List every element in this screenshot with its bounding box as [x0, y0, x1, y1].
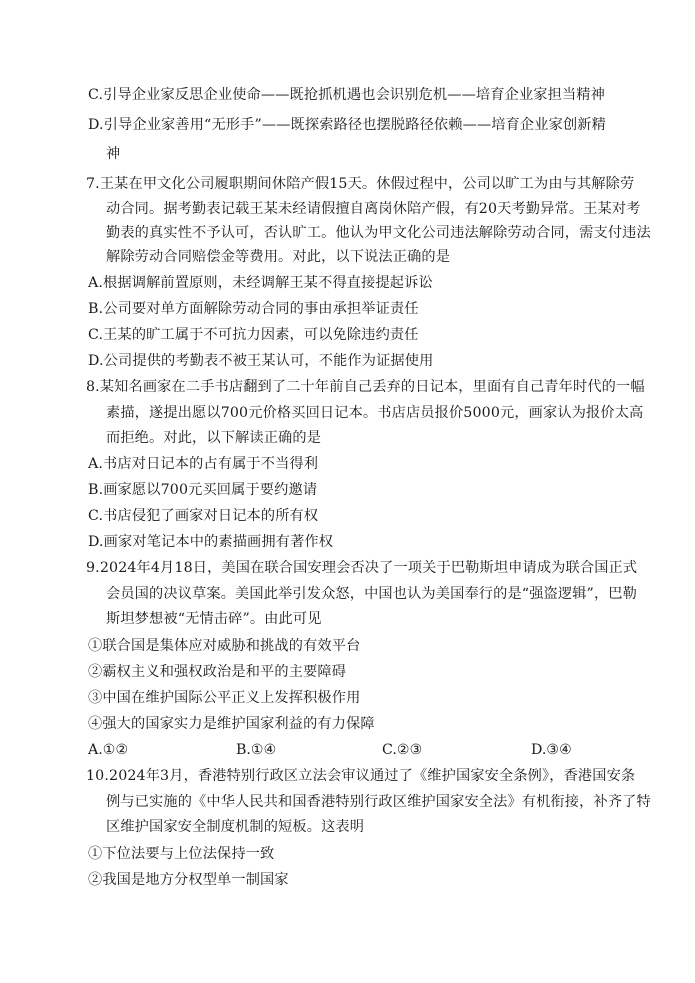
- q8-stem-line: 8.某知名画家在二手书店翻到了二十年前自己丢弃的日记本，里面有自己青年时代的一幅: [86, 379, 645, 395]
- q9-statement-3: ③中国在维护国际公平正义上发挥积极作用: [88, 690, 361, 706]
- q8-option-d: D.画家对笔记本中的素描画拥有著作权: [88, 534, 334, 550]
- q7-stem-line: 7.王某在甲文化公司履职期间休陪产假15天。休假过程中，公司以旷工为由与其解除劳: [86, 176, 635, 192]
- q9-stem-line: 9.2024年4月18日，美国在联合国安理会否决了一项关于巴勒斯坦申请成为联合国正式: [86, 560, 638, 576]
- q8-option-c: C.书店侵犯了画家对日记本的所有权: [88, 508, 319, 524]
- q9-stem-line: 会员国的决议草案。美国此举引发众怒，中国也认为美国奉行的是“强盗逻辑”，巴勒: [106, 586, 637, 602]
- q10-stem-line: 区维护国家安全制度机制的短板。这表明: [106, 819, 365, 835]
- q9-choice-b: B.①④: [236, 742, 277, 758]
- q7-stem-line: 解除劳动合同赔偿金等费用。对此，以下说法正确的是: [106, 249, 451, 265]
- q7-stem-line: 动合同。据考勤表记载王某未经请假擅自离岗休陪产假，有20天考勤异常。王某对考: [106, 201, 641, 217]
- q7-option-b: B.公司要对单方面解除劳动合同的事由承担举证责任: [88, 301, 419, 317]
- q8-option-a: A.书店对日记本的占有属于不当得利: [88, 456, 319, 472]
- q10-statement-1: ①下位法要与上位法保持一致: [88, 846, 275, 862]
- q7-option-c: C.王某的旷工属于不可抗力因素，可以免除违约责任: [88, 327, 419, 343]
- q9-stem-line: 斯坦梦想被“无情击碎”。由此可见: [106, 611, 322, 627]
- q9-choice-a: A.①②: [88, 742, 129, 758]
- q8-stem-line: 素描，遂提出愿以700元价格买回日记本。书店店员报价5000元，画家认为报价太高: [106, 405, 644, 421]
- q10-statement-2: ②我国是地方分权型单一制国家: [88, 872, 289, 888]
- q8-stem-line: 而拒绝。对此，以下解读正确的是: [106, 430, 322, 446]
- q9-statement-4: ④强大的国家实力是维护国家利益的有力保障: [88, 716, 375, 732]
- q10-stem-line: 例与已实施的《中华人民共和国香港特别行政区维护国家安全法》有机衔接，补齐了特: [106, 794, 651, 810]
- q8-option-b: B.画家愿以700元买回属于要约邀请: [88, 482, 318, 498]
- q9-statement-1: ①联合国是集体应对威胁和挑战的有效平台: [88, 638, 361, 654]
- q9-choice-d: D.③④: [531, 742, 572, 758]
- q10-stem-line: 10.2024年3月，香港特别行政区立法会审议通过了《维护国家安全条例》，香港国安条: [86, 768, 636, 784]
- q6-option-d-continued: 神: [106, 146, 121, 162]
- q7-stem-line: 勤表的真实性不予认可，否认旷工。他认为甲文化公司违法解除劳动合同，需支付违法: [106, 225, 651, 241]
- q9-choice-c: C.②③: [382, 742, 423, 758]
- q7-option-d: D.公司提供的考勤表不被王某认可，不能作为证据使用: [88, 353, 434, 369]
- q9-statement-2: ②霸权主义和强权政治是和平的主要障碍: [88, 664, 347, 680]
- q7-option-a: A.根据调解前置原则，未经调解王某不得直接提起诉讼: [88, 275, 433, 291]
- q6-option-c: C.引导企业家反思企业使命——既抢抓机遇也会识别危机——培育企业家担当精神: [88, 87, 605, 103]
- q6-option-d: D.引导企业家善用“无形手”——既探索路径也摆脱路径依赖——培育企业家创新精: [88, 117, 606, 133]
